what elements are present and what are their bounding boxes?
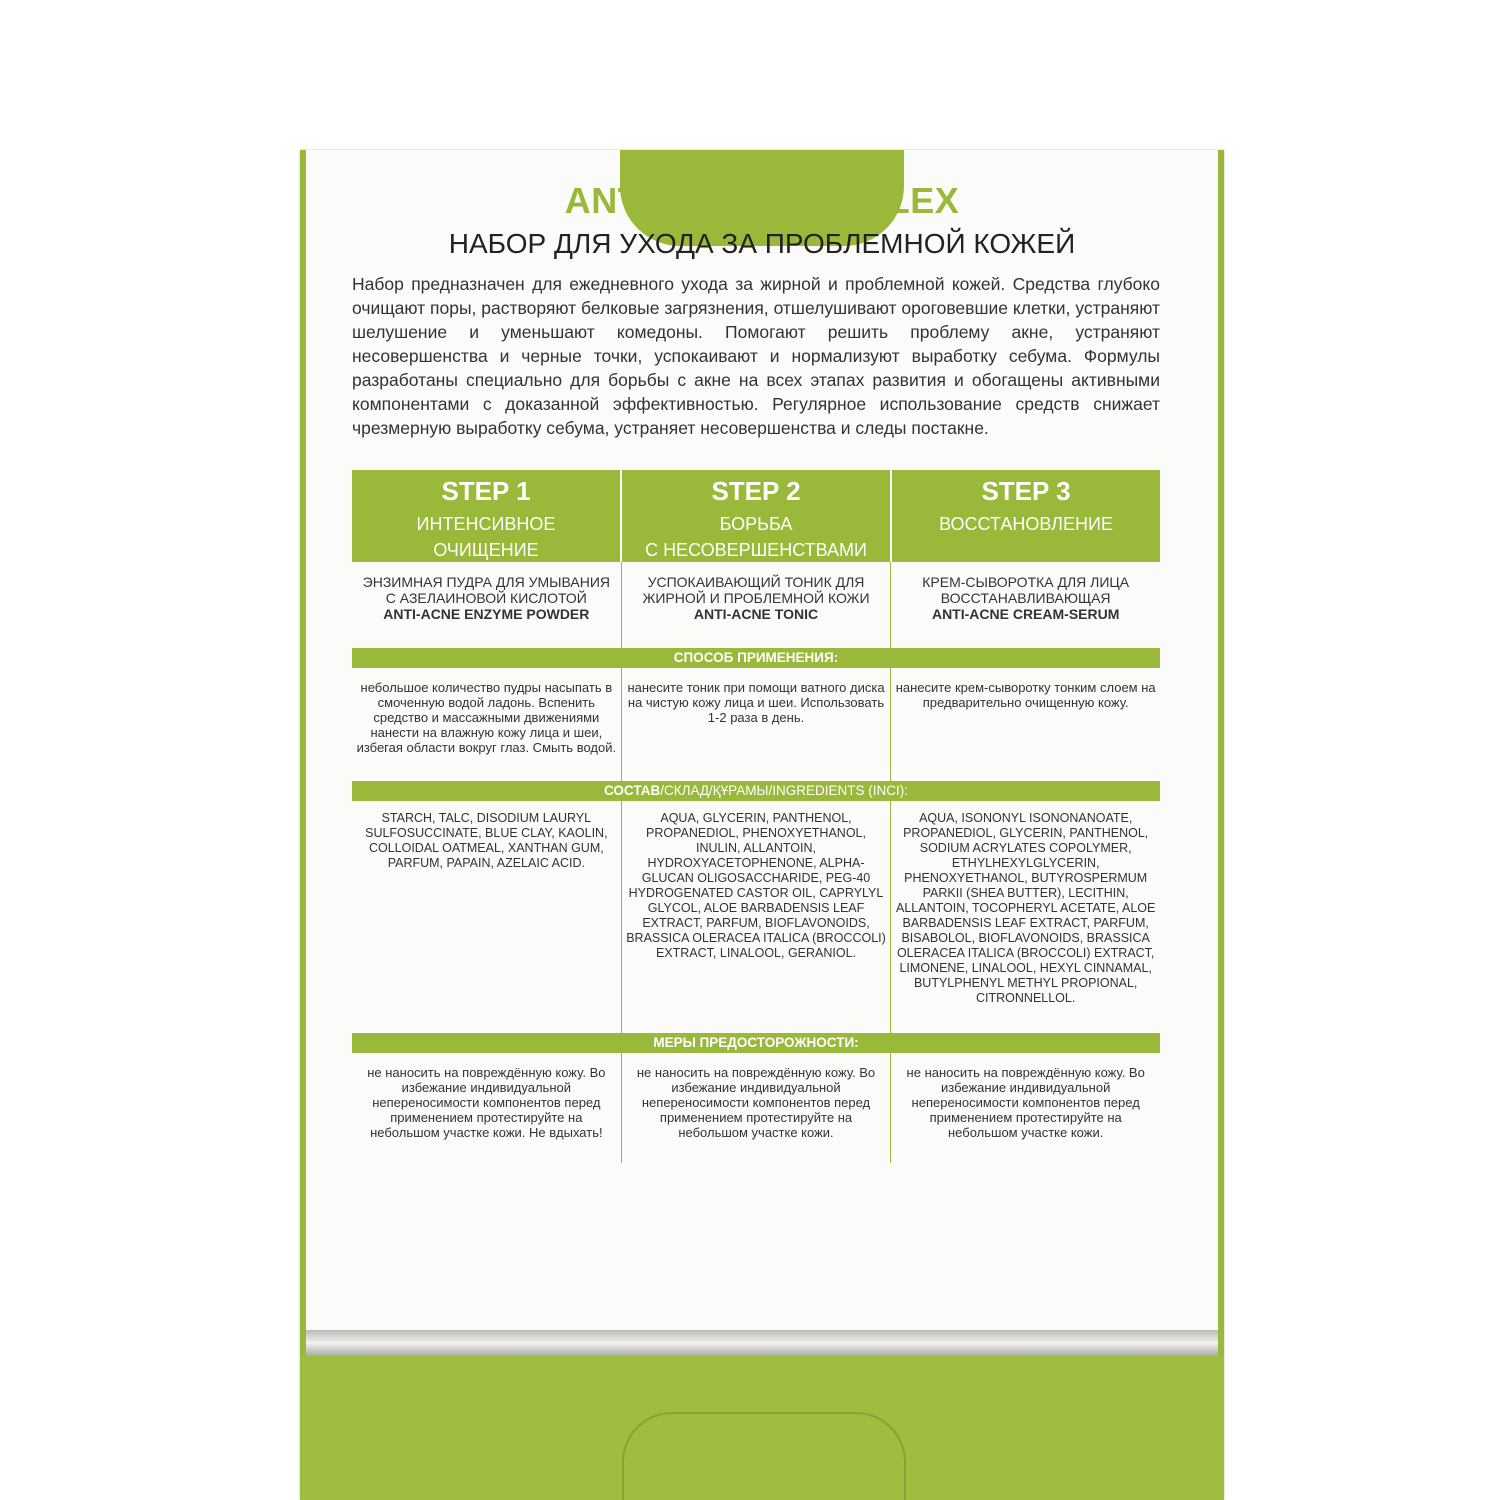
step-header (892, 470, 1160, 562)
usage-cell: небольшое количество пудры насыпать в смоченную водой ладонь. Вспенить средство и массажными движениями нанести на влажную кожу лица и шеи, избегая области вокруг глаз. Смыть водой. (356, 680, 617, 755)
usage-row (352, 668, 1160, 781)
ingredients-cell: AQUA, GLYCERIN, PANTHENOL, PROPANEDIOL, PHENOXYETHANOL, INULIN, ALLANTOIN, HYDROXYACETOPHENONE, ALPHA-GLUCAN OLIGOSACCHARIDE, PEG-40 HYDROGENATED CASTOR OIL, CAPRYLYL GLYCOL, ALOE BARBADENSIS LEAF EXTRACT, PARFUM, BIOFLAVONOIDS, BRASSICA OLERACEA ITALICA (BROCCOLI) EXTRACT, LINALOOL, GERANIOL. (621, 801, 891, 1033)
step-title: БОРЬБА С НЕСОВЕРШЕНСТВАМИ (645, 514, 867, 560)
bottom-tab (622, 1412, 906, 1500)
product-cell: ЭНЗИМНАЯ ПУДРА ДЛЯ УМЫВАНИЯ С АЗЕЛАИНОВОЙ КИСЛОТОЙ ANTI-ACNE ENZYME POWDER (362, 574, 611, 622)
precautions-cell: не наносить на повреждённую кожу. Во избежание индивидуальной непереносимости компонентов перед применением протестируйте на небольшом участке кожи. (621, 1053, 891, 1163)
precautions-cell: не наносить на повреждённую кожу. Во избежание индивидуальной непереносимости компонентов перед применением протестируйте на небольшом участке кожи. (890, 1053, 1160, 1163)
product-cell: КРЕМ-СЫВОРОТКА ДЛЯ ЛИЦА ВОССТАНАВЛИВАЮЩАЯ ANTI-ACNE CREAM-SERUM (890, 562, 1160, 648)
silver-stripe (306, 1330, 1218, 1356)
step-title: ВОССТАНОВЛЕНИЕ (939, 514, 1113, 534)
product-description: Набор предназначен для ежедневного ухода за жирной и проблемной кожей. Средства глубоко очищают поры, растворяют белковые загрязнения, отшелушивают ороговевшие клетки, устраняют шелушение и уменьшают комедоны. Помогают решить проблему акне, устраняют несовершенства и черные точки, успокаивают и нормализуют выработку себума. Формулы разработаны специально для борьбы с акне на всех этапах развития и обогащены активными компонентами с доказанной эффективностью. Регулярное использование средств снижает чрезмерную выработку себума, устраняет несовершенства и следы постакне. (352, 274, 1160, 438)
steps-header (352, 470, 1160, 562)
ingredients-row (352, 801, 1160, 1033)
step-header (622, 470, 892, 562)
precautions-bar: МЕРЫ ПРЕДОСТОРОЖНОСТИ: (352, 1033, 1160, 1053)
step-number: STEP 3 (981, 476, 1071, 506)
precautions-row (352, 1053, 1160, 1163)
product-title: ANTI-ACNE COMPLEX (564, 180, 960, 221)
ingredients-cell: AQUA, ISONONYL ISONONANOATE, PROPANEDIOL, GLYCERIN, PANTHENOL, SODIUM ACRYLATES COPOLYMER, ETHYLHEXYLGLYCERIN, PHENOXYETHANOL, BUTYROSPERMUM PARKII (SHEA BUTTER), LECITHIN, ALLANTOIN, TOCOPHERYL ACETATE, ALOE BARBADENSIS LEAF EXTRACT, PARFUM, BISABOLOL, BIOFLAVONOIDS, BRASSICA OLERACEA ITALICA (BROCCOLI) EXTRACT, LIMONENE, LINALOOL, HEXYL CINNAMAL, BUTYLPHENYL METHYL PROPIONAL, CITRONNELLOL. (890, 801, 1160, 1033)
precautions-cell: не наносить на повреждённую кожу. Во избежание индивидуальной непереносимости компонентов перед применением протестируйте на небольшом участке кожи. Не вдыхать! (367, 1065, 606, 1140)
product-row (352, 562, 1160, 648)
ingredients-bar: СОСТАВ/СКЛАД/ҚҰРАМЫ/INGREDIENTS (INCI): (352, 781, 1160, 801)
usage-bar: СПОСОБ ПРИМЕНЕНИЯ: (352, 648, 1160, 668)
step-title: ИНТЕНСИВНОЕ ОЧИЩЕНИЕ (416, 514, 556, 560)
step-header (352, 470, 622, 562)
step-number: STEP 2 (711, 476, 801, 506)
product-subtitle: НАБОР ДЛЯ УХОДА ЗА ПРОБЛЕМНОЙ КОЖЕЙ (448, 228, 1076, 259)
ingredients-cell: STARCH, TALC, DISODIUM LAURYL SULFOSUCCINATE, BLUE CLAY, KAOLIN, COLLOIDAL OATMEAL, XANTHAN GUM, PARFUM, PAPAIN, AZELAIC ACID. (365, 811, 608, 870)
usage-cell: нанесите тоник при помощи ватного диска на чистую кожу лица и шеи. Использовать 1-2 раза в день. (621, 668, 891, 781)
product-cell: УСПОКАИВАЮЩИЙ ТОНИК ДЛЯ ЖИРНОЙ И ПРОБЛЕМНОЙ КОЖИ ANTI-ACNE TONIC (621, 562, 891, 648)
steps-table (352, 470, 1160, 1163)
usage-cell: нанесите крем-сыворотку тонким слоем на предварительно очищенную кожу. (890, 668, 1160, 781)
step-number: STEP 1 (441, 476, 531, 506)
